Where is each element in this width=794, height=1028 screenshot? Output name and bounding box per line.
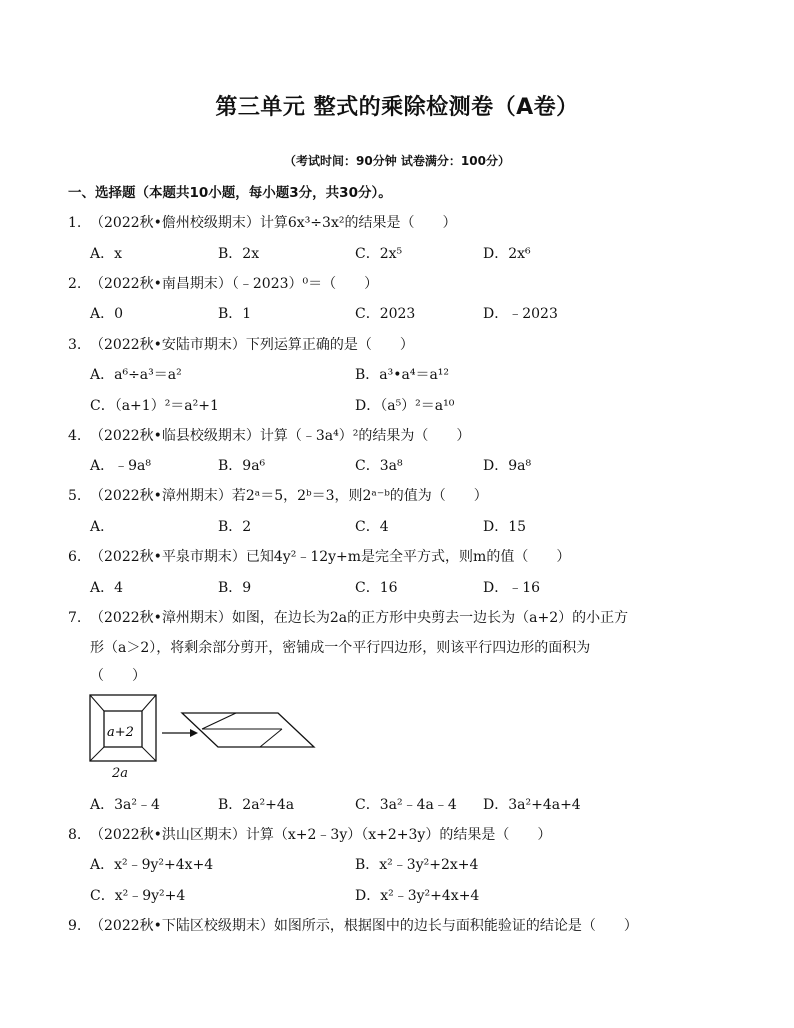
- option-c: C．16: [355, 580, 398, 596]
- question-stem: （2022秋•儋州校级期末）计算6x³÷3x²的结果是（ ）: [90, 215, 457, 231]
- option-c: C．3a²﹣4a﹣4: [355, 797, 457, 813]
- option-c: C．4: [355, 519, 389, 535]
- question-stem: （2022秋•漳州期末）如图，在边长为2a的正方形中央剪去一边长为（a+2）的小正方: [90, 610, 629, 626]
- question-stem: （2022秋•南昌期末）（﹣2023）⁰＝（ ）: [90, 276, 379, 292]
- question-stem: （2022秋•下陆区校级期末）如图所示，根据图中的边长与面积能验证的结论是（ ）: [90, 918, 638, 934]
- question-number: 4.: [68, 428, 82, 444]
- option-a: A．x²﹣9y²+4x+4: [90, 857, 214, 873]
- square-parallelogram-diagram: [88, 693, 628, 773]
- page-title: 第三单元 整式的乘除检测卷（A卷）: [215, 95, 579, 120]
- question-stem: （2022秋•平泉市期末）已知4y²﹣12y+m是完全平方式，则m的值（ ）: [90, 549, 571, 565]
- option-a: A．﹣9a⁸: [90, 458, 151, 474]
- option-b: B．9: [218, 580, 252, 596]
- inner-side-label: a+2: [107, 725, 134, 740]
- question-6: [68, 546, 570, 566]
- question-number: 3.: [68, 337, 82, 353]
- question-9: [68, 915, 638, 935]
- option-c: C．（a+1）²＝a²+1: [90, 398, 219, 414]
- question-number: 8.: [68, 827, 82, 843]
- option-b: B．2a²+4a: [218, 797, 295, 813]
- outer-side-label: 2a: [112, 766, 129, 781]
- question-number: 6.: [68, 549, 82, 565]
- option-b: B．x²﹣3y²+2x+4: [355, 857, 479, 873]
- question-stem-line3: （ ）: [90, 668, 146, 684]
- option-a: A．4: [90, 580, 124, 596]
- question-stem: （2022秋•洪山区期末）计算（x+2﹣3y）（x+2+3y）的结果是（ ）: [90, 827, 552, 843]
- question-3: [68, 334, 414, 354]
- option-c: C．2x⁵: [355, 246, 403, 262]
- option-b: B．9a⁶: [218, 458, 266, 474]
- option-d: D．（a⁵）²＝a¹⁰: [355, 398, 455, 414]
- option-b: B．a³•a⁴＝a¹²: [355, 367, 450, 383]
- question-stem: （2022秋•临县校级期末）计算（﹣3a⁴）²的结果为（ ）: [90, 428, 471, 444]
- option-d: D．15: [483, 519, 527, 535]
- question-number: 1.: [68, 215, 82, 231]
- question-number: 9.: [68, 918, 82, 934]
- question-4: [68, 425, 470, 445]
- question-1: [68, 212, 456, 232]
- question-stem-line2: 形（a＞2），将剩余部分剪开，密铺成一个平行四边形，则该平行四边形的面积为: [90, 640, 591, 656]
- question-number: 7.: [68, 610, 82, 626]
- parallelogram: [182, 713, 314, 747]
- question-number: 2.: [68, 276, 82, 292]
- option-d: D．2x⁶: [483, 246, 531, 262]
- question-2: [68, 273, 378, 293]
- q7-figure: [88, 693, 628, 777]
- question-stem: （2022秋•漳州期末）若2ᵃ＝5，2ᵇ＝3，则2ᵃ⁻ᵇ的值为（ ）: [90, 488, 488, 504]
- option-c: C．x²﹣9y²+4: [90, 888, 186, 904]
- option-a: A．3a²﹣4: [90, 797, 160, 813]
- option-c: C．3a⁸: [355, 458, 403, 474]
- question-8: [68, 824, 551, 844]
- option-b: B．2: [218, 519, 252, 535]
- option-a: A．x: [90, 246, 123, 262]
- option-d: D．﹣2023: [483, 306, 558, 322]
- option-b: B．1: [218, 306, 252, 322]
- option-d: D．x²﹣3y²+4x+4: [355, 888, 480, 904]
- exam-info: （考试时间：90分钟 试卷满分：100分）: [284, 154, 510, 168]
- option-b: B．2x: [218, 246, 260, 262]
- option-a: A．a⁶÷a³＝a²: [90, 367, 182, 383]
- question-7: [68, 607, 628, 627]
- option-d: D．﹣16: [483, 580, 541, 596]
- option-a: A．0: [90, 306, 124, 322]
- option-a: A．: [90, 519, 115, 535]
- question-5: [68, 485, 488, 505]
- section-heading: 一、选择题（本题共10小题，每小题3分，共30分）。: [68, 185, 392, 201]
- question-stem: （2022秋•安陆市期末）下列运算正确的是（ ）: [90, 337, 414, 353]
- option-d: D．3a²+4a+4: [483, 797, 581, 813]
- option-d: D．9a⁸: [483, 458, 532, 474]
- option-c: C．2023: [355, 306, 416, 322]
- question-number: 5.: [68, 488, 82, 504]
